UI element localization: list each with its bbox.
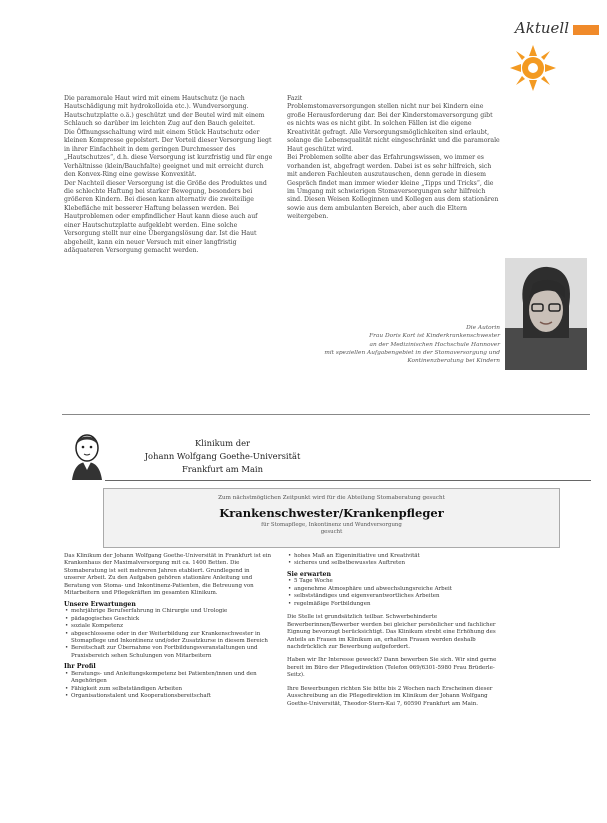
author-line: an der Medizinischen Hochschule Hannover [369, 341, 500, 348]
list-item: • sicheres und selbstbewusstes Auftreten [294, 560, 507, 567]
job-subtitle-line: gesucht [320, 529, 343, 535]
qualities-list [287, 553, 507, 568]
clinic-line: Klinikum der [194, 438, 251, 448]
section-accent-bar [573, 25, 599, 35]
offer-list [287, 578, 507, 608]
ad-left-column [64, 553, 272, 701]
article-paragraph: Bei Problemen sollte aber das Erfahrungswissen, wo immer es vorhanden ist, abgefragt werden. Dabei ist es sehr hilfreich, sich mit anderen Fachleuten auszutauschen, denn gerade in diesem Gespräch findet man immer wieder kleine „Tipps und Tricks“, die im Umgang mit schwierigen Stomaversorgungen sehr hilfreich sind. Diesen Weisen Kolleginnen und Kollegen aus dem stationären sowie aus dem ambulanten Bereich, aber auch die Eltern weitergeben. [287, 154, 499, 221]
author-block [304, 324, 500, 365]
section-label: Aktuell [514, 19, 569, 37]
article-paragraph: Der Nachteil dieser Versorgung ist die Größe des Produktes und die schlechte Haftung bei starker Bewegung, besonders bei größeren Kindern. Bei diesen kann alternativ die zweiteilige Klebefläche mit besserer Haftung belassen werden. Bei Hautproblemen oder empfindlicher Haut kann diese auch auf einer Hautschutzplatte aufgeklebt werden. Eine solche Versorgung stellt nur eine Übergangslösung dar. Ist die Haut abgeheilt, kann ein neuer Versuch mit einer langfristig adäquateren Versorgung gemacht werden. [64, 179, 267, 255]
ad-paragraph: Ihre Bewerbungen richten Sie bitte bis 2 Wochen nach Erscheinen dieser Ausschreibung an die Pflegedirektion im Klinikum der Johann Wolfgang Goethe-Universität, Theodor-Stern-Kai 7, 60590 Frankfurt am Main. [287, 685, 493, 707]
article-paragraph: Die Öffnungsschaltung wird mit einem Stück Hautschutz oder kleinen Kompresse gepolstert. Der Vorteil dieser Versorgung liegt in ihrer Einfachheit in dem geringen Durchmesser des „Hautschutzes“, d.h. diese Versorgung ist kurzfristig und für enge Verhältnisse (klein/Bauchfalte) geeignet und mit erreicht durch den Konvex-Ring eine gewisse Konvexität. [64, 128, 273, 179]
list-item: • pädagogisches Geschick [71, 616, 272, 623]
list-item: • Beratungs- und Anleitungskompetenz bei Patienten/innen und den Angehörigen [71, 671, 272, 686]
article-heading: Fazit [287, 95, 303, 102]
list-item: • angenehme Atmosphäre und abwechslungsreiche Arbeit [294, 586, 507, 593]
author-label: Die Autorin [466, 325, 500, 331]
author-photo [505, 258, 587, 370]
job-intro: Zum nächstmöglichen Zeitpunkt wird für die Abteilung Stomaberatung gesucht [218, 495, 445, 501]
list-item: • abgeschlossene oder in der Weiterbildung zur Krankenschwester in Stomapflege und Inkontinenz und/oder Zusatzkurse in diesem Bereich [71, 631, 272, 646]
profile-list [64, 671, 272, 701]
list-item: • selbstständiges und eigenverantwortliches Arbeiten [294, 593, 507, 600]
job-title: Krankenschwester/Krankenpfleger [219, 506, 444, 520]
list-item: • 5 Tage Woche [294, 578, 507, 585]
article-paragraph: Die paramorale Haut wird mit einem Hautschutz (je nach Hautschädigung mit hydrokolloida etc.). Wundversorgung. Hautschutzplatte o.ä.) geschützt und der Beutel wird mit einem Schlauch so darüber im leichten Zug auf den Bauch geleitet. [64, 95, 265, 128]
profile-heading: Ihr Profil [64, 663, 96, 671]
article-right-column [287, 95, 501, 222]
list-item: • mehrjährige Berufserfahrung in Chirurgie und Urologie [71, 608, 272, 615]
list-item: • Organisationstalent und Kooperationsbereitschaft [71, 693, 272, 700]
expectations-heading: Unsere Erwartungen [64, 600, 136, 608]
ad-header-rule [105, 480, 591, 481]
job-subtitle [104, 522, 559, 536]
ad-intro-paragraph: Das Klinikum der Johann Wolfgang Goethe-Universität in Frankfurt ist ein Krankenhaus der Maximalversorgung mit ca. 1400 Betten. Die Stomaberatung ist seit mehreren Jahren etabliert. Grundlegend in unserer Arbeit. Zu den Aufgaben gehören stationäre Anleitung und Beratung von Stoma- und Inkontinenz-Patienten, die Betreuung von Mitarbeitern und Pflegekräften im gesamten Klinikum. [64, 553, 272, 597]
ad-top-rule [62, 414, 590, 415]
ad-paragraph: Die Stelle ist grundsätzlich teilbar. Schwerbehinderte Bewerberinnen/Bewerber werden bei gleicher persönlicher und fachlicher Eignung bevorzugt berücksichtigt. Das Klinikum strebt eine Erhöhung des Anteils an Frauen im Klinikum an, erhalten Frauen werden deshalb nachdrücklich zur Bewerbung aufgefordert. [287, 614, 496, 650]
offer-heading: Sie erwarten [287, 570, 331, 578]
list-item: • Bereitschaft zur Übernahme von Fortbildungsveranstaltungen und Praxisbereich sehen Schulungen von Mitarbeitern [71, 645, 272, 660]
clinic-line: Johann Wolfgang Goethe-Universität [144, 451, 301, 461]
article-left-column [64, 95, 274, 256]
expectations-list [64, 608, 272, 660]
list-item: • hohes Maß an Eigeninitiative und Kreativität [294, 553, 507, 560]
sun-icon [510, 45, 556, 91]
article-paragraph: Problemstomaversorgungen stellen nicht nur bei Kindern eine große Herausforderung dar. Bei der Kinderstomaversorgung gibt es nichts was es nicht gibt. In solchen Fällen ist die eigene Kreativität gefragt. Alle Versorgungsmöglichkeiten sind erlaubt, solange die Lebensqualität nicht eingeschränkt und die paramorale Haut geschützt wird. [287, 103, 500, 153]
ad-paragraph: Haben wir Ihr Interesse geweckt? Dann bewerben Sie sich. Wir sind gerne bereit im Büro der Pflegedirektion (Telefon 069/6301-5980 Frau Brüderle-Seitz). [287, 657, 497, 679]
list-item: • regelmäßige Fortbildungen [294, 601, 507, 608]
list-item: • soziale Kompetenz [71, 623, 272, 630]
job-subtitle-line: für Stomapflege, Inkontinenz und Wundversorgung [261, 522, 402, 528]
job-title-band [103, 488, 560, 548]
list-item: • Fähigkeit zum selbstständigen Arbeiten [71, 686, 272, 693]
ad-right-column [287, 553, 507, 708]
author-line: Frau Doris Kort ist Kinderkrankenschwester [369, 333, 500, 340]
goethe-portrait-logo [68, 428, 106, 480]
clinic-name [105, 437, 340, 476]
author-line: mit speziellen Aufgabengebiet in der Stomaversorgung und Kontinenzberatung bei Kindern [324, 349, 500, 365]
clinic-line: Frankfurt am Main [181, 464, 264, 474]
